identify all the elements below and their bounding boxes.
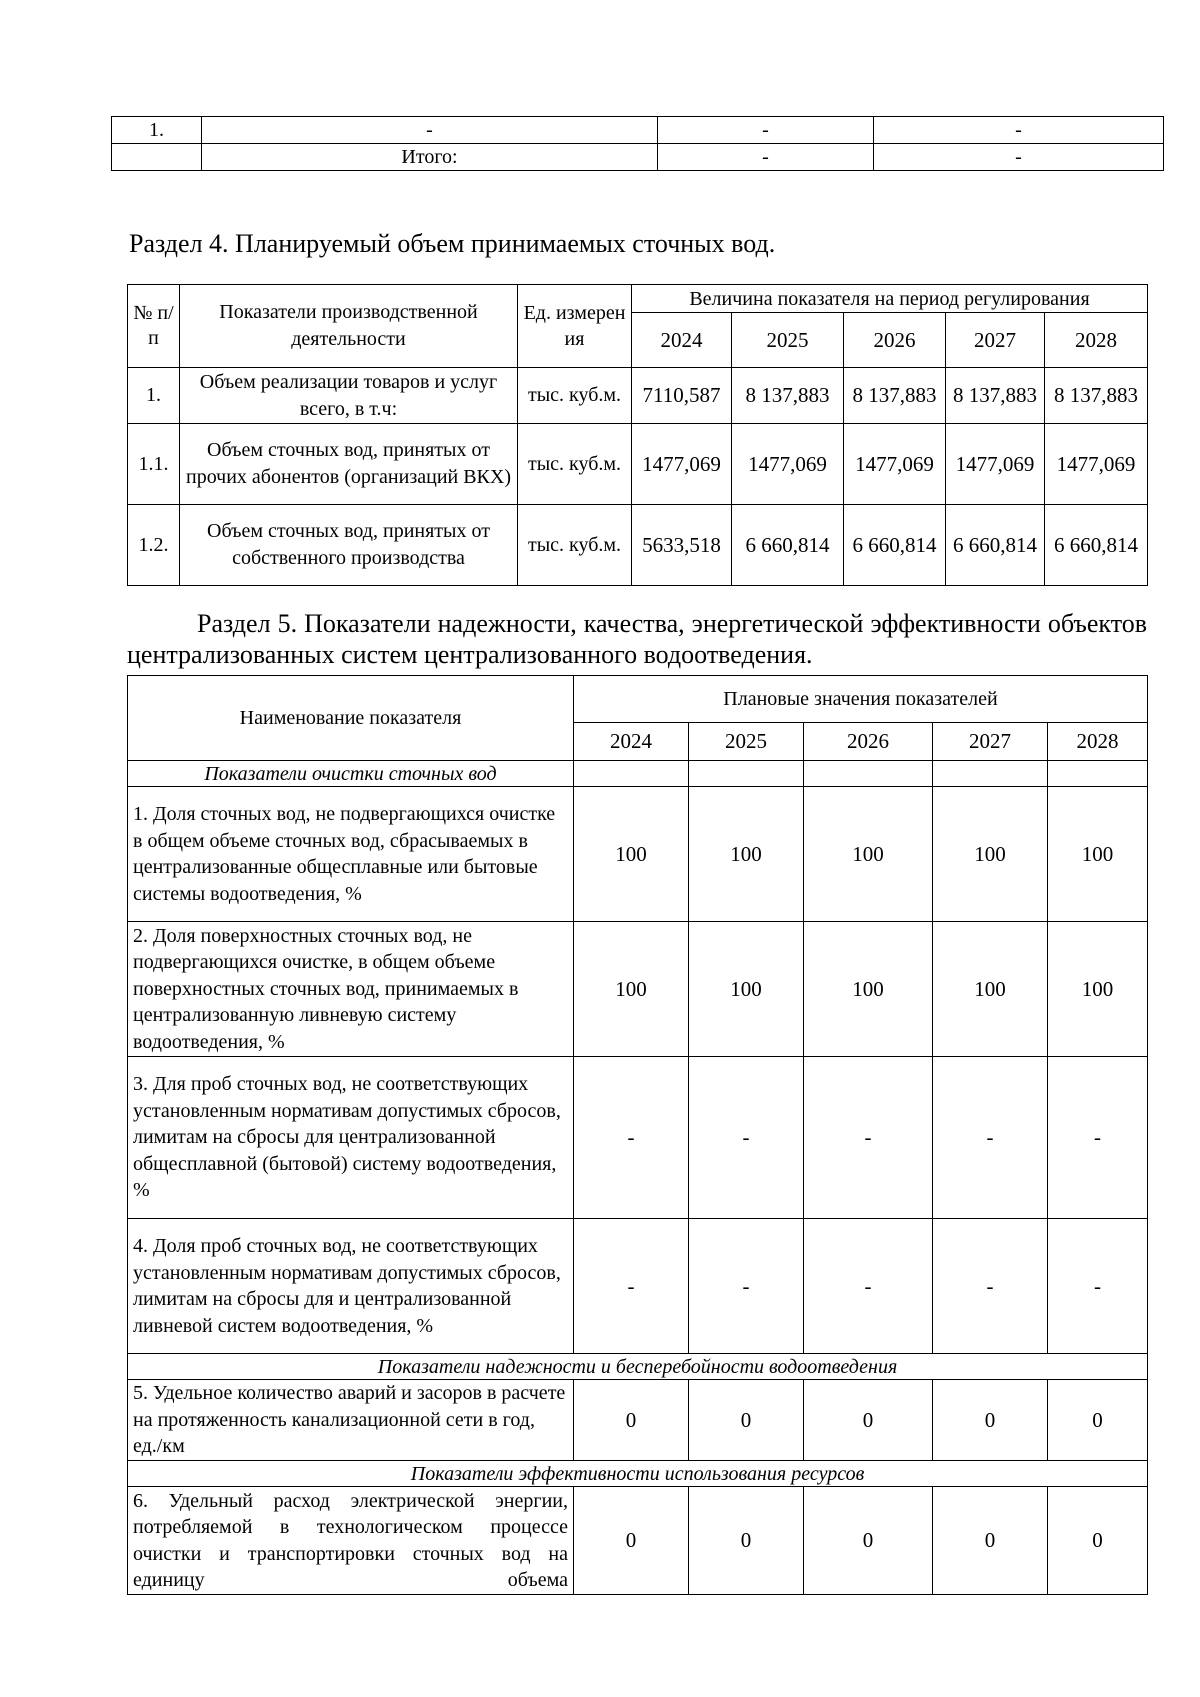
indicator-value: 100 [1048, 922, 1148, 1057]
row-number: 1. [112, 117, 202, 144]
indicator-value: - [689, 1057, 804, 1219]
row-value: 1477,069 [946, 424, 1045, 505]
row-value: 6 660,814 [946, 505, 1045, 586]
indicator-name: 6. Удельный расход электрической энергии, потребляемой в технологическом процессе очистки и транспортировки сточных вод на единицу объема [128, 1487, 574, 1595]
table-row [128, 787, 1148, 922]
row-value: 7110,587 [632, 368, 732, 424]
header-year: 2028 [1048, 723, 1148, 761]
table-row [128, 1487, 1148, 1595]
header-year: 2024 [632, 313, 732, 368]
indicator-name: 3. Для проб сточных вод, не соответствующих установленным нормативам допустимых сбросов, лимитам на сбросы для централизованной общесплавной (бытовой) систему водоотведения, % [128, 1057, 574, 1219]
wastewater-volume-table [127, 284, 1148, 586]
section-5-title-text: Раздел 5. Показатели надежности, качества, энергетической эффективности объектов централизованных систем централизованного водоотведения. [127, 609, 1147, 669]
indicator-value: 100 [933, 922, 1048, 1057]
indicator-value: - [1048, 1219, 1148, 1354]
row-value: 1477,069 [732, 424, 844, 505]
indicator-value: 100 [933, 787, 1048, 922]
indicator-value: 0 [804, 1487, 933, 1595]
row-number: 1.1. [128, 424, 180, 505]
header-year: 2026 [844, 313, 946, 368]
indicator-name: 1. Доля сточных вод, не подвергающихся очистке в общем объеме сточных вод, сбрасываемых в централизованные общесплавные или бытовые системы водоотведения, % [128, 787, 574, 922]
indicator-value: - [933, 1219, 1048, 1354]
header-year: 2026 [804, 723, 933, 761]
table-row [128, 1380, 1148, 1461]
indicator-value: - [574, 1057, 689, 1219]
indicator-value: 100 [689, 922, 804, 1057]
row-number: 1.2. [128, 505, 180, 586]
indicator-value: 0 [933, 1380, 1048, 1461]
indicator-name: 5. Удельное количество аварий и засоров в расчете на протяженность канализационной сети в год, ед./км [128, 1380, 574, 1461]
row-name: Объем сточных вод, принятых от собственного производства [180, 505, 518, 586]
row-value: 6 660,814 [732, 505, 844, 586]
indicator-value: - [933, 1057, 1048, 1219]
header-num: № п/п [128, 285, 180, 368]
header-year: 2028 [1045, 313, 1148, 368]
row-name: - [202, 117, 658, 144]
group-header-row [128, 761, 1148, 787]
row-value: 8 137,883 [1045, 368, 1148, 424]
header-indicator-name: Наименование показателя [128, 676, 574, 761]
header-year: 2027 [946, 313, 1045, 368]
indicator-value: 100 [1048, 787, 1148, 922]
row-value: 1477,069 [632, 424, 732, 505]
indicator-value: 0 [689, 1380, 804, 1461]
indicator-value: 0 [933, 1487, 1048, 1595]
table-row [128, 424, 1148, 505]
total-label: Итого: [202, 144, 658, 171]
table-row [128, 922, 1148, 1057]
indicator-value: 0 [804, 1380, 933, 1461]
row-value: 5633,518 [632, 505, 732, 586]
row-value: 8 137,883 [732, 368, 844, 424]
indicator-value: 100 [689, 787, 804, 922]
header-year: 2025 [689, 723, 804, 761]
group-header-row [128, 1354, 1148, 1380]
indicator-value: 100 [804, 922, 933, 1057]
indicator-value: 0 [1048, 1380, 1148, 1461]
row-value: 8 137,883 [946, 368, 1045, 424]
row-value: 6 660,814 [844, 505, 946, 586]
header-period: Величина показателя на период регулирования [632, 285, 1148, 313]
row-unit: тыс. куб.м. [518, 505, 632, 586]
header-year: 2025 [732, 313, 844, 368]
row-number: 1. [128, 368, 180, 424]
header-planned-values: Плановые значения показателей [574, 676, 1148, 723]
group-title: Показатели эффективности использования ресурсов [128, 1461, 1148, 1487]
table-row [112, 144, 1164, 171]
section-5-title [127, 608, 1147, 670]
group-title: Показатели надежности и бесперебойности водоотведения [128, 1354, 1148, 1380]
section-4-title: Раздел 4. Планируемый объем принимаемых сточных вод. [129, 229, 776, 258]
group-header-row [128, 1461, 1148, 1487]
row-number [112, 144, 202, 171]
indicator-value: 100 [574, 787, 689, 922]
header-unit: Ед. измерен ия [518, 285, 632, 368]
header-row [128, 285, 1148, 313]
row-value: 6 660,814 [1045, 505, 1148, 586]
table-row [128, 368, 1148, 424]
row-value: 8 137,883 [844, 368, 946, 424]
indicator-value: 0 [574, 1380, 689, 1461]
indicator-value: - [1048, 1057, 1148, 1219]
header-year: 2027 [933, 723, 1048, 761]
row-value: - [874, 117, 1164, 144]
row-value: - [658, 117, 874, 144]
row-value: - [658, 144, 874, 171]
row-unit: тыс. куб.м. [518, 368, 632, 424]
summary-table [111, 116, 1164, 171]
row-name: Объем сточных вод, принятых от прочих абонентов (организаций ВКХ) [180, 424, 518, 505]
reliability-indicators-table [127, 675, 1148, 1595]
row-name: Объем реализации товаров и услуг всего, в т.ч: [180, 368, 518, 424]
table-row [128, 1219, 1148, 1354]
table-row [128, 1057, 1148, 1219]
table-row [128, 505, 1148, 586]
indicator-value: - [689, 1219, 804, 1354]
indicator-value: 0 [689, 1487, 804, 1595]
indicator-name: 2. Доля поверхностных сточных вод, не подвергающихся очистке, в общем объеме поверхностных сточных вод, принимаемых в централизованную ливневую систему водоотведения, % [128, 922, 574, 1057]
row-value: - [874, 144, 1164, 171]
indicator-value: - [804, 1219, 933, 1354]
indicator-name: 4. Доля проб сточных вод, не соответствующих установленным нормативам допустимых сбросов, лимитам на сбросы для и централизованной ливневой систем водоотведения, % [128, 1219, 574, 1354]
header-year: 2024 [574, 723, 689, 761]
indicator-value: 100 [804, 787, 933, 922]
indicator-value: - [574, 1219, 689, 1354]
row-value: 1477,069 [1045, 424, 1148, 505]
indicator-value: 0 [1048, 1487, 1148, 1595]
row-unit: тыс. куб.м. [518, 424, 632, 505]
row-value: 1477,069 [844, 424, 946, 505]
indicator-value: 100 [574, 922, 689, 1057]
header-indicator: Показатели производственной деятельности [180, 285, 518, 368]
indicator-value: - [804, 1057, 933, 1219]
header-row [128, 676, 1148, 723]
group-title: Показатели очистки сточных вод [128, 761, 574, 787]
indicator-value: 0 [574, 1487, 689, 1595]
table-row [112, 117, 1164, 144]
